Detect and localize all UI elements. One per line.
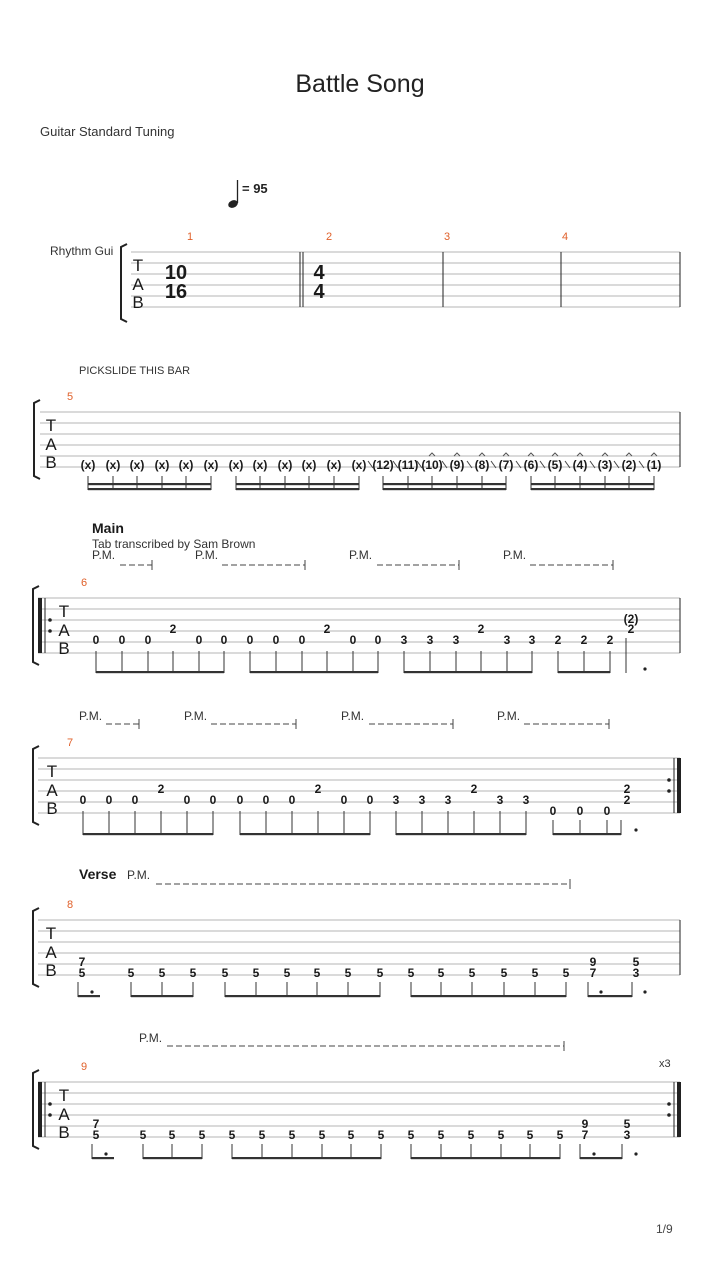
fret-number: 5 (318, 1128, 326, 1142)
bar9-group-beam (232, 1157, 381, 1159)
tab-clef3-t: T (58, 602, 70, 621)
time-sig-10-top: 10 (164, 262, 188, 284)
ghost-note: (x) (252, 458, 268, 472)
dotted-rhythm (104, 1152, 107, 1155)
bar-number-8: 8 (67, 899, 74, 911)
bar8-beam (78, 995, 100, 997)
fret-number: 0 (298, 633, 306, 647)
dotted-rhythm (643, 667, 646, 670)
fret-number: 0 (195, 633, 203, 647)
fret-number: 3 (426, 633, 434, 647)
tab-clef3-a: A (58, 621, 70, 640)
ghost-note: (x) (326, 458, 342, 472)
bar-number-7: 7 (67, 737, 74, 749)
fret-number: 0 (209, 793, 217, 807)
tab-clef5-t: T (45, 924, 57, 943)
fret-number: 5 (468, 966, 476, 980)
fret-number: 3 (400, 633, 408, 647)
fret-number: 5 (221, 966, 229, 980)
dotted-rhythm (592, 1152, 595, 1155)
fret-number: 5 (78, 966, 86, 980)
dotted-rhythm (599, 990, 602, 993)
tab-clef4-b: B (46, 799, 58, 818)
fret-number: 5 (313, 966, 321, 980)
tab-clef3-b: B (58, 639, 70, 658)
repeat-start-dot (48, 629, 52, 633)
tab-clef2-a: A (45, 435, 57, 454)
ghost-note: (6) (523, 458, 539, 472)
bar-number-1: 1 (187, 231, 194, 243)
fret-number: 5 (139, 1128, 147, 1142)
fret-number: 5 (377, 1128, 385, 1142)
fret-number: 5 (198, 1128, 206, 1142)
fret-number: 5 (283, 966, 291, 980)
bar-number-3: 3 (444, 231, 451, 243)
bar9-beam (580, 1157, 622, 1159)
fret-number: 0 (262, 793, 270, 807)
fret-number: 5 (623, 1117, 631, 1131)
fret-number: 7 (92, 1117, 100, 1131)
bar8-beam (588, 995, 632, 997)
ghost-note: (x) (228, 458, 244, 472)
fret-number: 5 (526, 1128, 534, 1142)
tab-clef2-b: B (45, 453, 57, 472)
palm-mute-label: P.M. (341, 709, 365, 723)
tab-clef2-t: T (45, 416, 57, 435)
tuning-label: Guitar Standard Tuning (40, 124, 175, 139)
fret-number: 5 (531, 966, 539, 980)
tempo-marking: = 95 (242, 181, 268, 196)
fret-number: 0 (603, 804, 611, 818)
fret-number: 3 (418, 793, 426, 807)
ghost-note: (x) (178, 458, 194, 472)
fret-number: 9 (589, 955, 597, 969)
fret-number: 2 (623, 793, 631, 807)
bar9-group-beam (411, 1157, 560, 1159)
fret-number: 2 (554, 633, 562, 647)
fret-number: 3 (496, 793, 504, 807)
bar7-group-beam (396, 833, 526, 835)
repeat-end-dot (667, 789, 671, 793)
fret-number: 2 (323, 622, 331, 636)
fret-number: 5 (437, 966, 445, 980)
fret-number: 2 (470, 782, 478, 796)
ghost-note: (2) (621, 458, 637, 472)
fret-number: 5 (258, 1128, 266, 1142)
fret-number: 0 (131, 793, 139, 807)
ghost-note: (3) (597, 458, 613, 472)
fret-number: 0 (79, 793, 87, 807)
repeat-end-dot (667, 1102, 671, 1106)
fret-number: 5 (437, 1128, 445, 1142)
tab-clef5-b: B (45, 961, 57, 980)
fret-number: 5 (407, 1128, 415, 1142)
ghost-note: (10) (421, 458, 443, 472)
fret-number: 2 (314, 782, 322, 796)
repeat-start-dot (48, 1102, 52, 1106)
fret-number: 5 (407, 966, 415, 980)
ghost-note: (8) (474, 458, 490, 472)
bar5-group-beam (236, 488, 359, 490)
fret-number: 5 (252, 966, 260, 980)
palm-mute-label: P.M. (139, 1031, 163, 1045)
fret-number: 5 (556, 1128, 564, 1142)
fret-number: 0 (549, 804, 557, 818)
tab-clef1-a: A (132, 275, 144, 294)
song-title: Battle Song (295, 70, 425, 98)
ghost-note: (4) (572, 458, 588, 472)
fret-number: 0 (105, 793, 113, 807)
palm-mute-label: P.M. (127, 868, 151, 882)
tab-clef4-a: A (46, 781, 58, 800)
fret-number: 2 (157, 782, 165, 796)
bar6-group-beam (96, 671, 224, 673)
tab-clef1-b: B (132, 293, 144, 312)
fret-number: 0 (340, 793, 348, 807)
fret-number: 0 (144, 633, 152, 647)
fret-number: 2 (169, 622, 177, 636)
fret-number: 0 (374, 633, 382, 647)
fret-number: 5 (500, 966, 508, 980)
system2-bracket (34, 400, 40, 479)
fret-number: 5 (168, 1128, 176, 1142)
ghost-note: (x) (351, 458, 367, 472)
tab-clef4-t: T (46, 762, 58, 781)
fret-number: 5 (344, 966, 352, 980)
fret-number: 5 (288, 1128, 296, 1142)
bar-number-9: 9 (81, 1061, 88, 1073)
tab-clef6-b: B (58, 1123, 70, 1142)
bar5-group-beam2 (88, 483, 211, 485)
fret-number: 5 (632, 955, 640, 969)
fret-number: 0 (118, 633, 126, 647)
dotted-rhythm (634, 828, 637, 831)
section-verse: Verse (79, 866, 117, 882)
time-sig-16-bottom: 16 (164, 281, 188, 303)
fret-number: 9 (581, 1117, 589, 1131)
section-main: Main (92, 520, 124, 536)
fret-number: 0 (183, 793, 191, 807)
fret-number: 7 (581, 1128, 589, 1142)
palm-mute-label: P.M. (79, 709, 103, 723)
fret-number: 2 (580, 633, 588, 647)
fret-number: 0 (366, 793, 374, 807)
bar8-group-beam (225, 995, 380, 997)
dotted-rhythm (643, 990, 646, 993)
fret-number: 3 (503, 633, 511, 647)
fret-number: 3 (452, 633, 460, 647)
bar-number-5: 5 (67, 391, 74, 403)
system1-bracket (121, 244, 127, 322)
bar8-group-beam (131, 995, 193, 997)
fret-number: 5 (92, 1128, 100, 1142)
repeat-end-dot (667, 1113, 671, 1117)
ghost-note: (7) (498, 458, 514, 472)
ghost-note: (5) (547, 458, 563, 472)
bar5-group-beam2 (236, 483, 359, 485)
palm-mute-label: P.M. (503, 548, 527, 562)
track-name: Rhythm Gui (50, 244, 114, 258)
fret-number: 5 (562, 966, 570, 980)
palm-mute-label: P.M. (195, 548, 219, 562)
ghost-note: (x) (301, 458, 317, 472)
fret-number: 0 (220, 633, 228, 647)
time-sig-4-top: 4 (313, 262, 325, 284)
fret-number: 3 (632, 966, 640, 980)
bar6-group-beam (558, 671, 610, 673)
fret-number: 2 (623, 782, 631, 796)
repeat-start-dot (48, 1113, 52, 1117)
ghost-note: (1) (646, 458, 662, 472)
bar-number-6: 6 (81, 577, 88, 589)
fret-number: 5 (189, 966, 197, 980)
fret-number: 3 (623, 1128, 631, 1142)
fret-number: 0 (92, 633, 100, 647)
ghost-note: (x) (105, 458, 121, 472)
ghost-note: (x) (203, 458, 219, 472)
palm-mute-label: P.M. (92, 548, 116, 562)
bar5-group-beam2 (383, 483, 506, 485)
repeat-end-dot (667, 778, 671, 782)
bar7-group-beam (553, 833, 621, 835)
fret-number: 7 (78, 955, 86, 969)
palm-mute-label: P.M. (349, 548, 373, 562)
bar7-group-beam (83, 833, 213, 835)
bar8-group-beam (411, 995, 566, 997)
fret-number: 3 (528, 633, 536, 647)
repeat-start-dot (48, 618, 52, 622)
bar7-group-beam (240, 833, 370, 835)
bar9-group-beam (143, 1157, 202, 1159)
fret-number: 0 (576, 804, 584, 818)
fret-number: 5 (497, 1128, 505, 1142)
fret-number: 0 (272, 633, 280, 647)
ghost-note: (x) (129, 458, 145, 472)
fret-number: 0 (349, 633, 357, 647)
fret-number: 5 (376, 966, 384, 980)
fret-number: 2 (477, 622, 485, 636)
fret-number: 3 (392, 793, 400, 807)
fret-number: 5 (347, 1128, 355, 1142)
fret-number: 0 (288, 793, 296, 807)
ghost-note: (x) (154, 458, 170, 472)
tab-clef5-a: A (45, 943, 57, 962)
fret-number: 3 (522, 793, 530, 807)
fret-number: 2 (627, 622, 635, 636)
bar9-beam (92, 1157, 114, 1159)
bar6-group-beam (250, 671, 378, 673)
fret-number: 5 (467, 1128, 475, 1142)
fret-number: 5 (158, 966, 166, 980)
tab-clef1-t: T (132, 256, 144, 275)
repeat-count: x3 (659, 1058, 671, 1070)
bar5-group-beam (531, 488, 654, 490)
bar-number-2: 2 (326, 231, 333, 243)
bar5-group-beam (88, 488, 211, 490)
pickslide-direction: PICKSLIDE THIS BAR (79, 365, 191, 377)
page-number: 1/9 (656, 1222, 673, 1236)
fret-number: 5 (228, 1128, 236, 1142)
palm-mute-label: P.M. (497, 709, 521, 723)
fret-number: 2 (606, 633, 614, 647)
fret-number: 7 (589, 966, 597, 980)
fret-number: 0 (236, 793, 244, 807)
bar6-group-beam (404, 671, 532, 673)
bar5-group-beam2 (531, 483, 654, 485)
ghost-note: (9) (449, 458, 465, 472)
dotted-rhythm (634, 1152, 637, 1155)
ghost-note: (11) (397, 458, 419, 472)
palm-mute-label: P.M. (184, 709, 208, 723)
fret-number: 5 (127, 966, 135, 980)
dotted-rhythm (90, 990, 93, 993)
fret-number: 0 (246, 633, 254, 647)
fret-number: 3 (444, 793, 452, 807)
transcriber-credit: Tab transcribed by Sam Brown (92, 537, 256, 551)
fret-number-ghost: (2) (623, 612, 639, 626)
tab-clef6-a: A (58, 1105, 70, 1124)
tab-clef6-t: T (58, 1086, 70, 1105)
ghost-note: (x) (80, 458, 96, 472)
bar5-group-beam (383, 488, 506, 490)
time-sig-4-bottom: 4 (313, 281, 325, 303)
bar-number-4: 4 (562, 231, 569, 243)
ghost-note: (12) (372, 458, 394, 472)
ghost-note: (x) (277, 458, 293, 472)
